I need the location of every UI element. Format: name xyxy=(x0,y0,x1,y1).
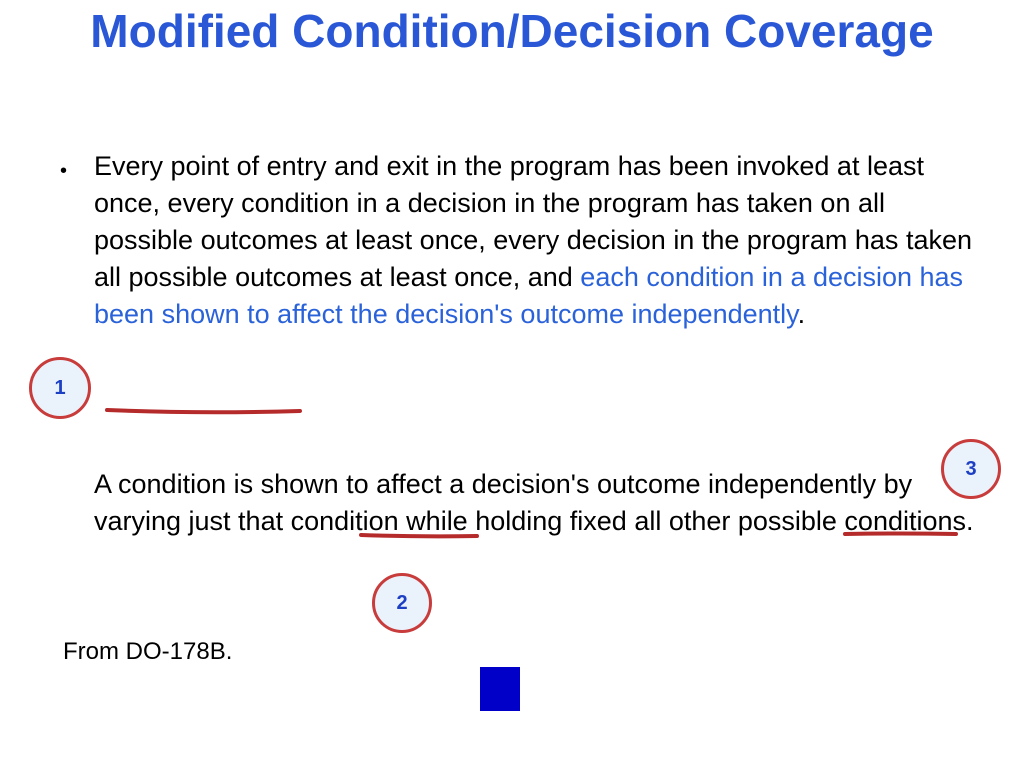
stop-square-icon xyxy=(480,667,520,711)
definition-highlight: each condition in a decision has been shown to affect the decision's outcome independently xyxy=(94,262,964,329)
definition-period: . xyxy=(797,299,806,329)
source-citation: From DO-178B. xyxy=(63,638,233,665)
annotation-circle-2: 2 xyxy=(372,573,432,633)
annotation-circle-1: 1 xyxy=(29,357,91,419)
annotation-circle-3: 3 xyxy=(941,439,1001,499)
slide-title: Modified Condition/Decision Coverage xyxy=(90,5,934,57)
definition-paragraph xyxy=(94,148,989,333)
definition-text: Every point of entry and exit in the program has been invoked at least once, every condition in a decision in the program has taken on all possible outcomes at least once, every decision in the program has taken all possible outcomes at least once, and xyxy=(94,151,972,292)
bullet-marker: • xyxy=(60,160,68,182)
independence-paragraph: A condition is shown to affect a decision's outcome independently by varying just that condition while holding fixed all other possible conditions. xyxy=(94,469,974,536)
underline-independently xyxy=(107,410,300,412)
